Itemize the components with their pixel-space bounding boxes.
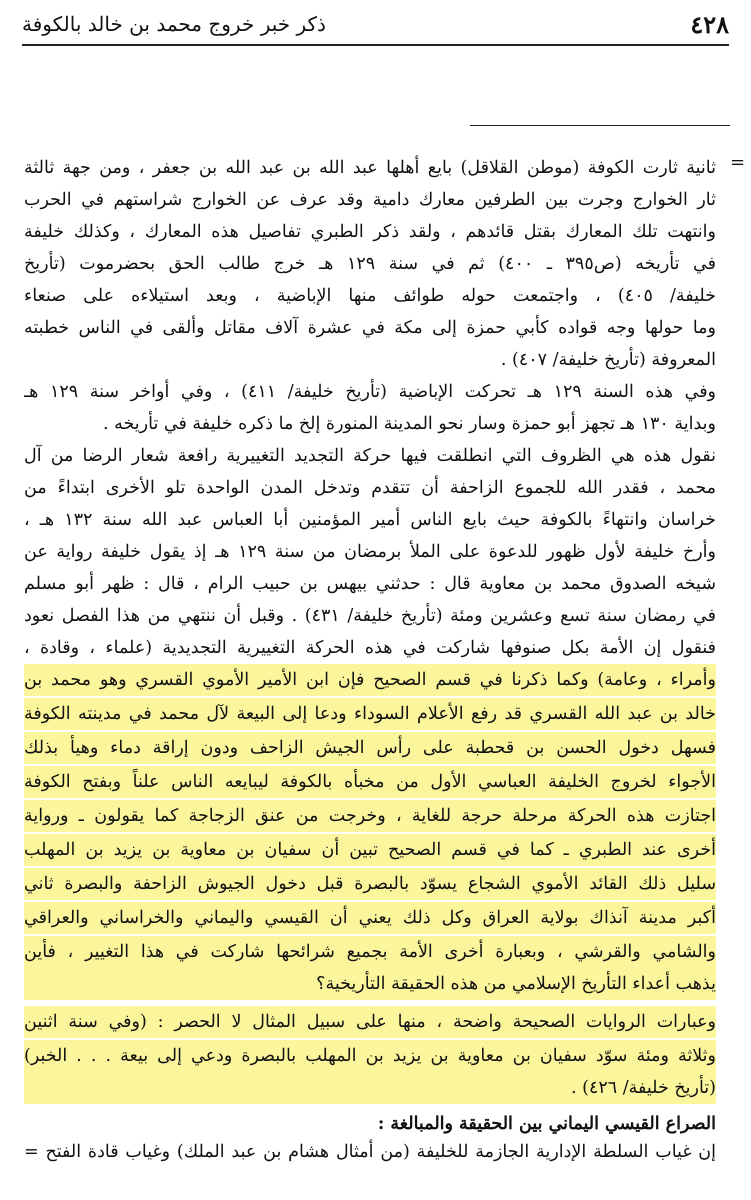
text-line: وانتهت تلك المعارك بقتل قائدهم ، ولقد ذكر الطبري تفاصيل هذه المعارك ، وكذلك خليفة (24, 222, 716, 242)
text-line: شيخه الصدوق محمد بن معاوية قال : حدثني بيهس بن حبيب الرام ، قال : ظهر أبو مسلم (24, 574, 716, 594)
footnote-continuation-mark: = (730, 152, 746, 173)
highlighted-text-line: أخرى عند الطبري ـ كما في قسم الصحيح تبين أن سفيان بن معاوية بن يزيد بن المهلب (24, 834, 716, 866)
highlighted-text-line: وعبارات الروايات الصحيحة واضحة ، منها على سبيل المثال لا الحصر : (وفي سنة اثنين (24, 1006, 716, 1038)
text-line: محمد ، فقدر الله للجموع الزاحفة أن تتقدم وتدخل المدن الواحدة تلو الأخرى ابتداءً من (24, 478, 716, 498)
text-line: ثار الخوارج وجرت بين الطرفين معارك دامية وقد عرف عن الخوارج شراستهم في الحرب (24, 190, 716, 210)
text-line: وأرخ خليفة لأول ظهور للدعوة على الملأ برمضان من سنة ١٢٩ هـ إذ يقول خليفة رواية عن (24, 542, 716, 562)
text-line: إن غياب السلطة الإدارية الجازمة للخليفة (من أمثال هشام بن عبد الملك) وغياب قادة الفتح = (24, 1142, 716, 1162)
header-divider (22, 44, 729, 46)
footnote-separator (470, 125, 730, 126)
text-line: المعروفة (تأريخ خليفة/ ٤٠٧) . (500, 350, 716, 370)
text-line: وما حولها وجه قواده كأبي حمزة إلى مكة في عشرة آلاف مقاتل وألقى في الناس خطبته (24, 318, 716, 338)
text-line: ثانية ثارت الكوفة (موطن القلاقل) بايع أهلها عبد الله بن عبد الله بن جعفر ، ومن جهة ثالثة (24, 158, 716, 178)
text-line: في تأريخه (ص٣٩٥ ـ ٤٠٠) ثم في سنة ١٢٩ هـ خرج طالب الحق بحضرموت (تأريخ (24, 254, 716, 274)
text-line: وبداية ١٣٠ هـ تجهز أبو حمزة وسار نحو المدينة المنورة إلخ ما ذكره خليفة في تأريخه . (103, 414, 716, 434)
highlighted-text-line: يذهب أعداء التأريخ الإسلامي من هذه الحقيقة التأريخية؟ (24, 968, 716, 1000)
text-line: في رمضان سنة تسع وعشرين ومئة (تأريخ خليفة/ ٤٣١) . وقبل أن ننتهي من هذا الفصل نعود (24, 606, 716, 626)
running-title: ذكر خبر خروج محمد بن خالد بالكوفة (22, 12, 326, 36)
text-line: وفي هذه السنة ١٢٩ هـ تحركت الإباضية (تأريخ خليفة/ ٤١١) ، وفي أواخر سنة ١٢٩ هـ (24, 382, 716, 402)
highlighted-text-line: وأمراء ، وعامة) وكما ذكرنا في قسم الصحيح فإن ابن الأمير الأموي القسري وهو محمد بن (24, 664, 716, 696)
highlighted-text-line: فسهل دخول الحسن بن قحطبة على رأس الجيش الزاحف ودون إراقة دماء وهيأ بذلك (24, 732, 716, 764)
highlighted-text-line: (تأريخ خليفة/ ٤٢٦) . (24, 1072, 716, 1104)
highlighted-text-line: وثلاثة ومئة سوّد سفيان بن معاوية بن يزيد بن المهلب بالبصرة ودعي إلى بيعة . . . الخبر) (24, 1040, 716, 1072)
text-line: خليفة/ ٤٠٥) ، واجتمعت حوله طوائف منها الإباضية ، وبعد استيلاءه على صنعاء (24, 286, 716, 306)
highlighted-text-line: سليل ذلك القائد الأموي الشجاع يسوّد بالبصرة قبل دخول الجيوش الزاحفة والبصرة ثاني (24, 868, 716, 900)
highlighted-text-line: والشامي والقرشي ، وبعبارة أخرى الأمة بجميع شرائحها شاركت في هذا التغيير ، فأين (24, 936, 716, 968)
page-number: ٤٢٨ (690, 10, 729, 39)
page-header (22, 10, 729, 40)
text-line: نقول هذه هي الظروف التي انطلقت فيها حركة التجديد التغييرية رافعة شعار الرضا من آل (24, 446, 716, 466)
highlighted-text-line: أكبر مدينة آنذاك بولاية العراق وكل ذلك يعني أن القيسي واليماني والخراساني والعراقي (24, 902, 716, 934)
highlighted-text-line: خالد بن عبد الله القسري قد رفع الأعلام السوداء ودعا إلى البيعة لآل محمد في مدينته الكوفة (24, 698, 716, 730)
section-heading: الصراع القيسي اليماني بين الحقيقة والمبالغة : (377, 1114, 716, 1134)
highlighted-text-line: الأجواء لخروج الخليفة العباسي الأول من مخبأه بالكوفة ليبايعه الناس علناً وبفتح الكوفة (24, 766, 716, 798)
text-line: خراسان وانتهاءً بالكوفة حيث بايع الناس أمير المؤمنين أبا العباس عبد الله سنة ١٣٢ هـ ، (24, 510, 716, 530)
text-line: فنقول إن الأمة بكل صنوفها شاركت في هذه الحركة التغييرية التجديدية (علماء ، وقادة ، (24, 638, 716, 658)
highlighted-text-line: اجتازت هذه الحركة مرحلة حرجة للغاية ، وخرجت من عنق الزجاجة كما يقولون ـ ورواية (24, 800, 716, 832)
